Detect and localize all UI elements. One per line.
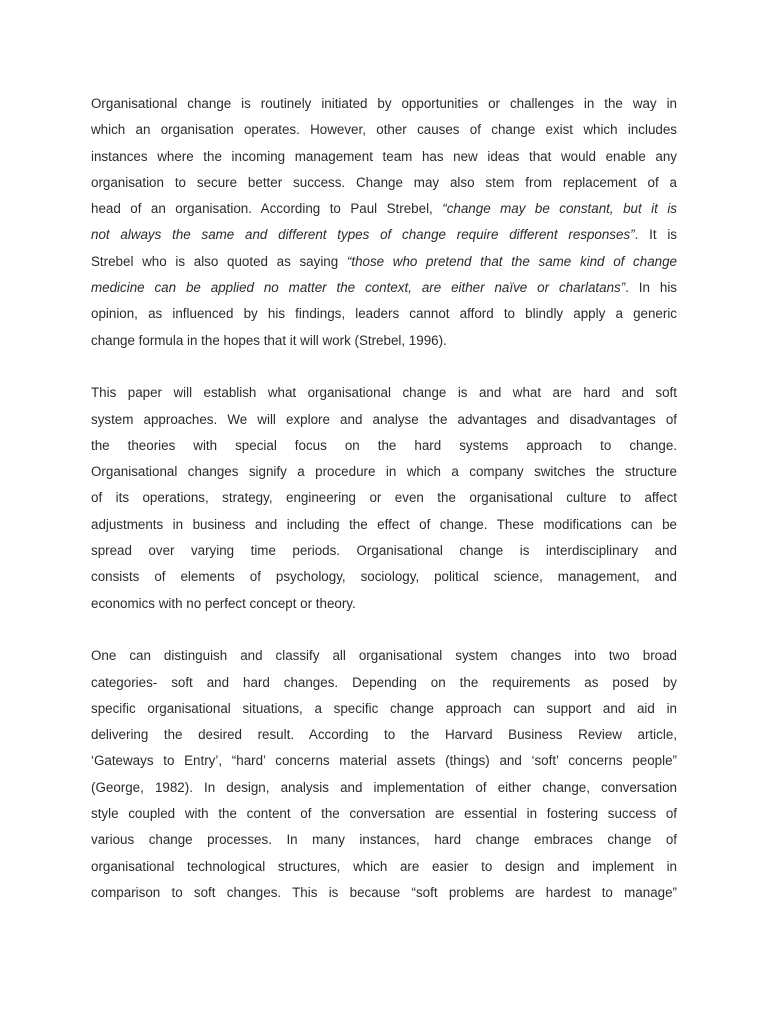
text-line [91,249,677,275]
body-text: style coupled with the content of the conversation are essential in fostering success of [91,806,677,822]
text-line [91,144,677,170]
text-line [91,275,677,301]
body-text: ‘Gateways to Entry’, “hard’ concerns material assets (things) and ‘soft’ concerns people” [91,753,677,769]
text-line [91,117,677,143]
quotation-text: “change may be constant, but it is [442,201,677,217]
text-line [91,564,677,590]
quotation-text: “those who pretend that the same kind of change [346,253,677,269]
body-text: delivering the desired result. According to the Harvard Business Review article, [91,727,677,743]
document-page [91,91,677,933]
paragraph-1 [91,91,677,354]
text-line [91,196,677,222]
paragraph-3 [91,643,677,906]
body-text: instances where the incoming management team has new ideas that would enable any [91,148,677,164]
text-line [91,591,677,617]
body-text: which an organisation operates. However, other causes of change exist which includes [91,122,677,138]
body-text: the theories with special focus on the hard systems approach to change. [91,437,677,453]
text-line [91,854,677,880]
paragraph-2 [91,380,677,617]
body-text: . In his [625,280,677,296]
text-line [91,485,677,511]
text-line [91,512,677,538]
text-line [91,538,677,564]
body-text: specific organisational situations, a specific change approach can support and aid in [91,700,677,716]
body-text: opinion, as influenced by his findings, leaders cannot afford to blindly apply a generic [91,306,677,322]
body-text: head of an organisation. According to Paul Strebel, [91,201,443,217]
body-text: This paper will establish what organisational change is and what are hard and soft [91,385,677,401]
text-line [91,222,677,248]
body-text: consists of elements of psychology, sociology, political science, management, and [91,569,677,585]
body-text: various change processes. In many instances, hard change embraces change of [91,832,677,848]
body-text: Organisational change is routinely initiated by opportunities or challenges in the way in [91,96,677,111]
text-line [91,801,677,827]
body-text: Strebel who is also quoted as saying [91,253,347,269]
text-line [91,301,677,327]
body-text: organisational technological structures, which are easier to design and implement in [91,858,677,874]
text-line [91,775,677,801]
quotation-text: not always the same and different types of change require different responses” [91,227,635,243]
body-text: comparison to soft changes. This is because “soft problems are hardest to manage” [91,884,677,900]
body-text: spread over varying time periods. Organisational change is interdisciplinary and [91,543,677,559]
text-line [91,328,677,354]
body-text: One can distinguish and classify all organisational system changes into two broad [91,648,677,664]
text-line [91,696,677,722]
text-line [91,459,677,485]
text-line [91,880,677,906]
body-text: . It is [634,227,677,243]
text-line [91,748,677,774]
text-line [91,722,677,748]
body-text: of its operations, strategy, engineering or even the organisational culture to affect [91,490,677,506]
text-line [91,91,677,117]
body-text: adjustments in business and including the effect of change. These modifications can be [91,516,677,532]
body-text: categories- soft and hard changes. Depending on the requirements as posed by [91,674,677,690]
text-line [91,827,677,853]
text-line [91,407,677,433]
text-line [91,170,677,196]
body-text: system approaches. We will explore and analyse the advantages and disadvantages of [91,411,677,427]
text-line [91,643,677,669]
body-text: change formula in the hopes that it will work (Strebel, 1996). [91,332,447,348]
body-text: economics with no perfect concept or theory. [91,595,356,611]
body-text: (George, 1982). In design, analysis and implementation of either change, conversation [91,779,677,795]
text-line [91,433,677,459]
text-line [91,670,677,696]
quotation-text: medicine can be applied no matter the context, are either naïve or charlatans” [91,280,626,296]
body-text: organisation to secure better success. Change may also stem from replacement of a [91,174,677,190]
body-text: Organisational changes signify a procedure in which a company switches the structure [91,464,677,480]
text-line [91,380,677,406]
